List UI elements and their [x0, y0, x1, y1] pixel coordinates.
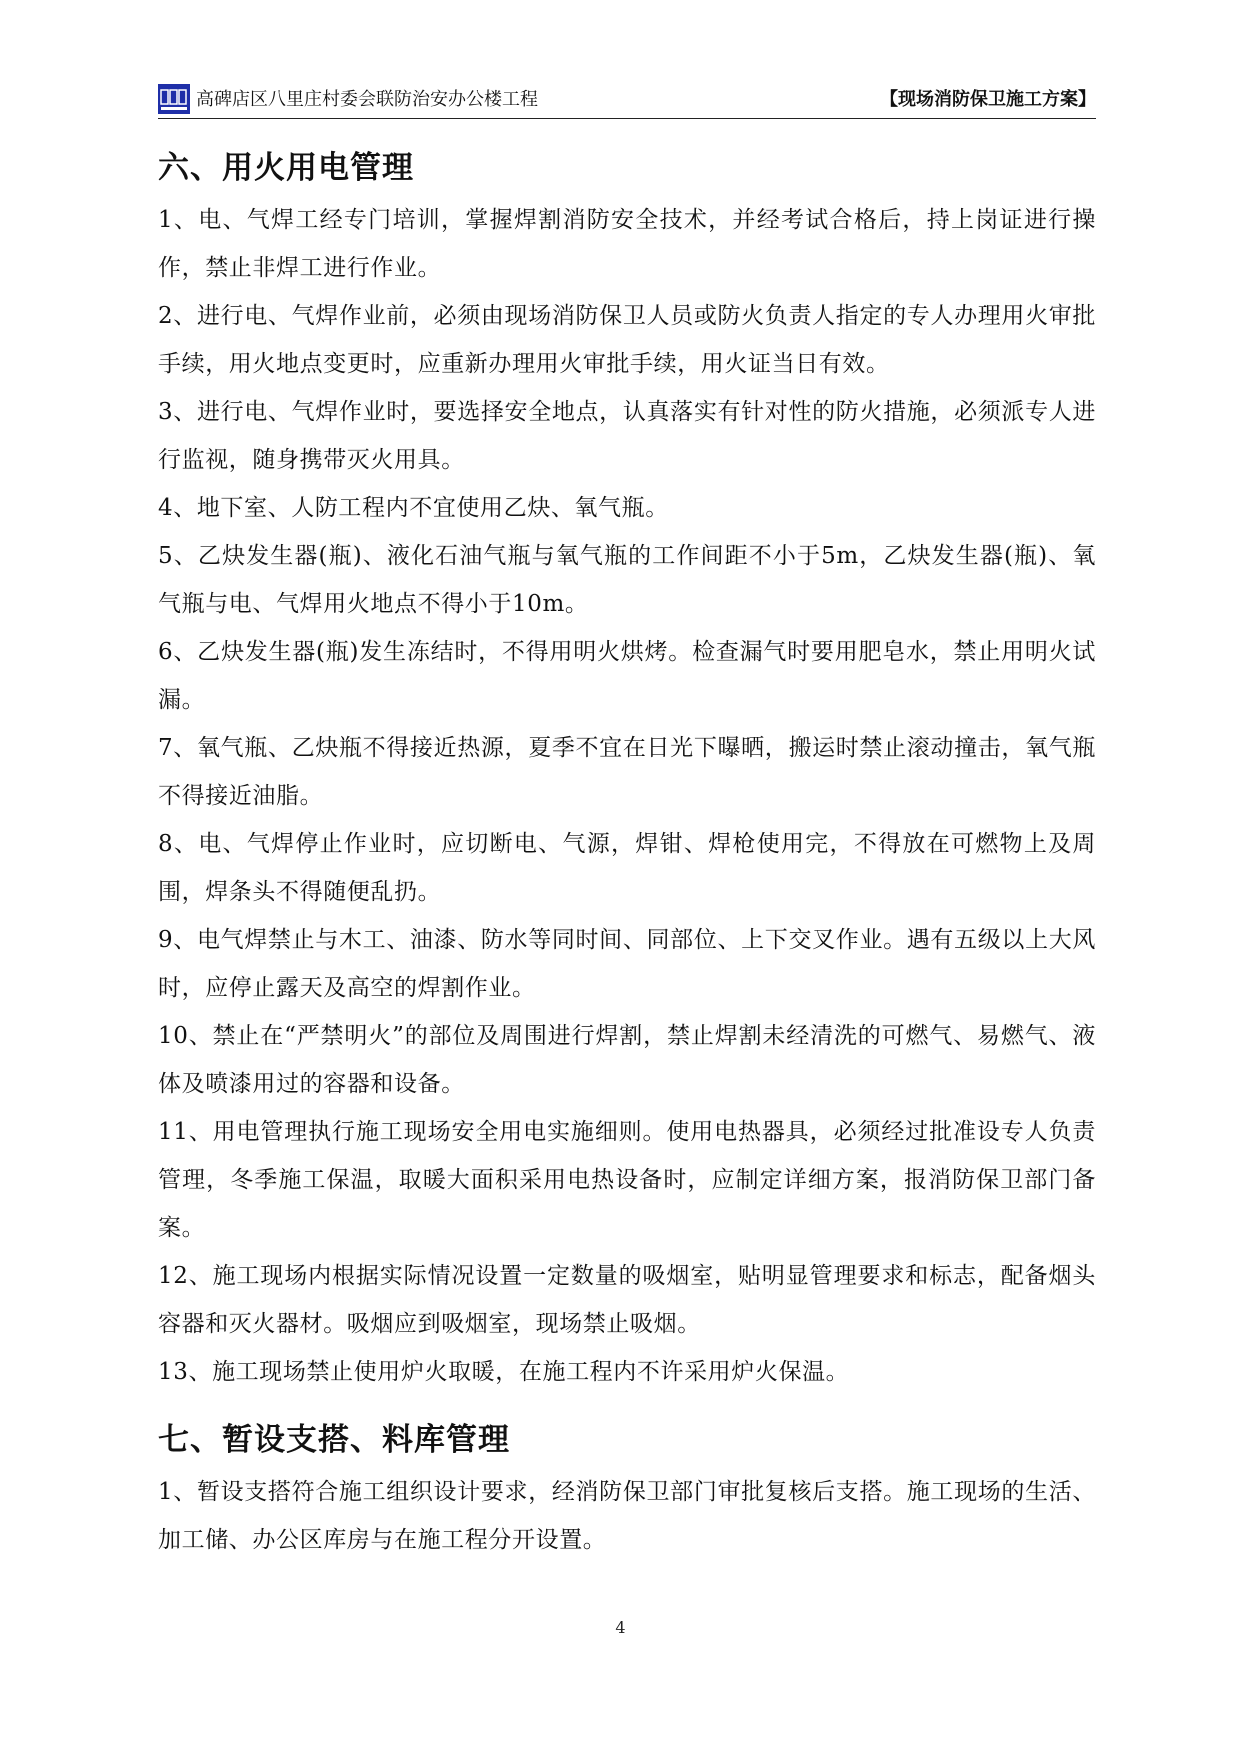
list-item: 6、乙炔发生器(瓶)发生冻结时，不得用明火烘烤。检查漏气时要用肥皂水，禁止用明火试漏。 [158, 639, 1096, 713]
page-header [158, 82, 1096, 116]
section-title-temporary-storage: 七、暂设支搭、料库管理 [158, 1422, 510, 1458]
document-body [158, 146, 1096, 1564]
list-item: 1、暂设支搭符合施工组织设计要求，经消防保卫部门审批复核后支搭。施工现场的生活、加工储、办公区库房与在施工程分开设置。 [158, 1479, 1096, 1553]
document-title: 【现场消防保卫施工方案】 [880, 89, 1096, 110]
list-item: 13、施工现场禁止使用炉火取暖，在施工程内不许采用炉火保温。 [158, 1359, 850, 1385]
list-item: 12、施工现场内根据实际情况设置一定数量的吸烟室，贴明显管理要求和标志，配备烟头容器和灭火器材。吸烟应到吸烟室，现场禁止吸烟。 [158, 1263, 1096, 1337]
company-logo-icon [158, 84, 190, 114]
list-item: 4、地下室、人防工程内不宜使用乙炔、氧气瓶。 [158, 495, 669, 521]
project-title: 高碑店区八里庄村委会联防治安办公楼工程 [196, 89, 538, 110]
page-number: 4 [615, 1618, 626, 1637]
list-item: 10、禁止在“严禁明火”的部位及周围进行焊割，禁止焊割未经清洗的可燃气、易燃气、液体及喷漆用过的容器和设备。 [158, 1023, 1096, 1097]
header-divider [158, 118, 1096, 119]
list-item: 8、电、气焊停止作业时，应切断电、气源，焊钳、焊枪使用完，不得放在可燃物上及周围，焊条头不得随便乱扔。 [158, 831, 1096, 905]
list-item: 2、进行电、气焊作业前，必须由现场消防保卫人员或防火负责人指定的专人办理用火审批手续，用火地点变更时，应重新办理用火审批手续，用火证当日有效。 [158, 303, 1096, 377]
list-item: 3、进行电、气焊作业时，要选择安全地点，认真落实有针对性的防火措施，必须派专人进行监视，随身携带灭火用具。 [158, 399, 1096, 473]
list-item: 1、电、气焊工经专门培训，掌握焊割消防安全技术，并经考试合格后，持上岗证进行操作，禁止非焊工进行作业。 [158, 207, 1096, 281]
list-item: 11、用电管理执行施工现场安全用电实施细则。使用电热器具，必须经过批准设专人负责管理，冬季施工保温，取暖大面积采用电热设备时，应制定详细方案，报消防保卫部门备案。 [158, 1119, 1096, 1241]
list-item: 7、氧气瓶、乙炔瓶不得接近热源，夏季不宜在日光下曝晒，搬运时禁止滚动撞击，氧气瓶不得接近油脂。 [158, 735, 1096, 809]
list-item: 9、电气焊禁止与木工、油漆、防水等同时间、同部位、上下交叉作业。遇有五级以上大风时，应停止露天及高空的焊割作业。 [158, 927, 1096, 1001]
section-title-fire-electricity: 六、用火用电管理 [158, 150, 414, 186]
list-item: 5、乙炔发生器(瓶)、液化石油气瓶与氧气瓶的工作间距不小于5m，乙炔发生器(瓶)、氧气瓶与电、气焊用火地点不得小于10m。 [158, 543, 1096, 617]
